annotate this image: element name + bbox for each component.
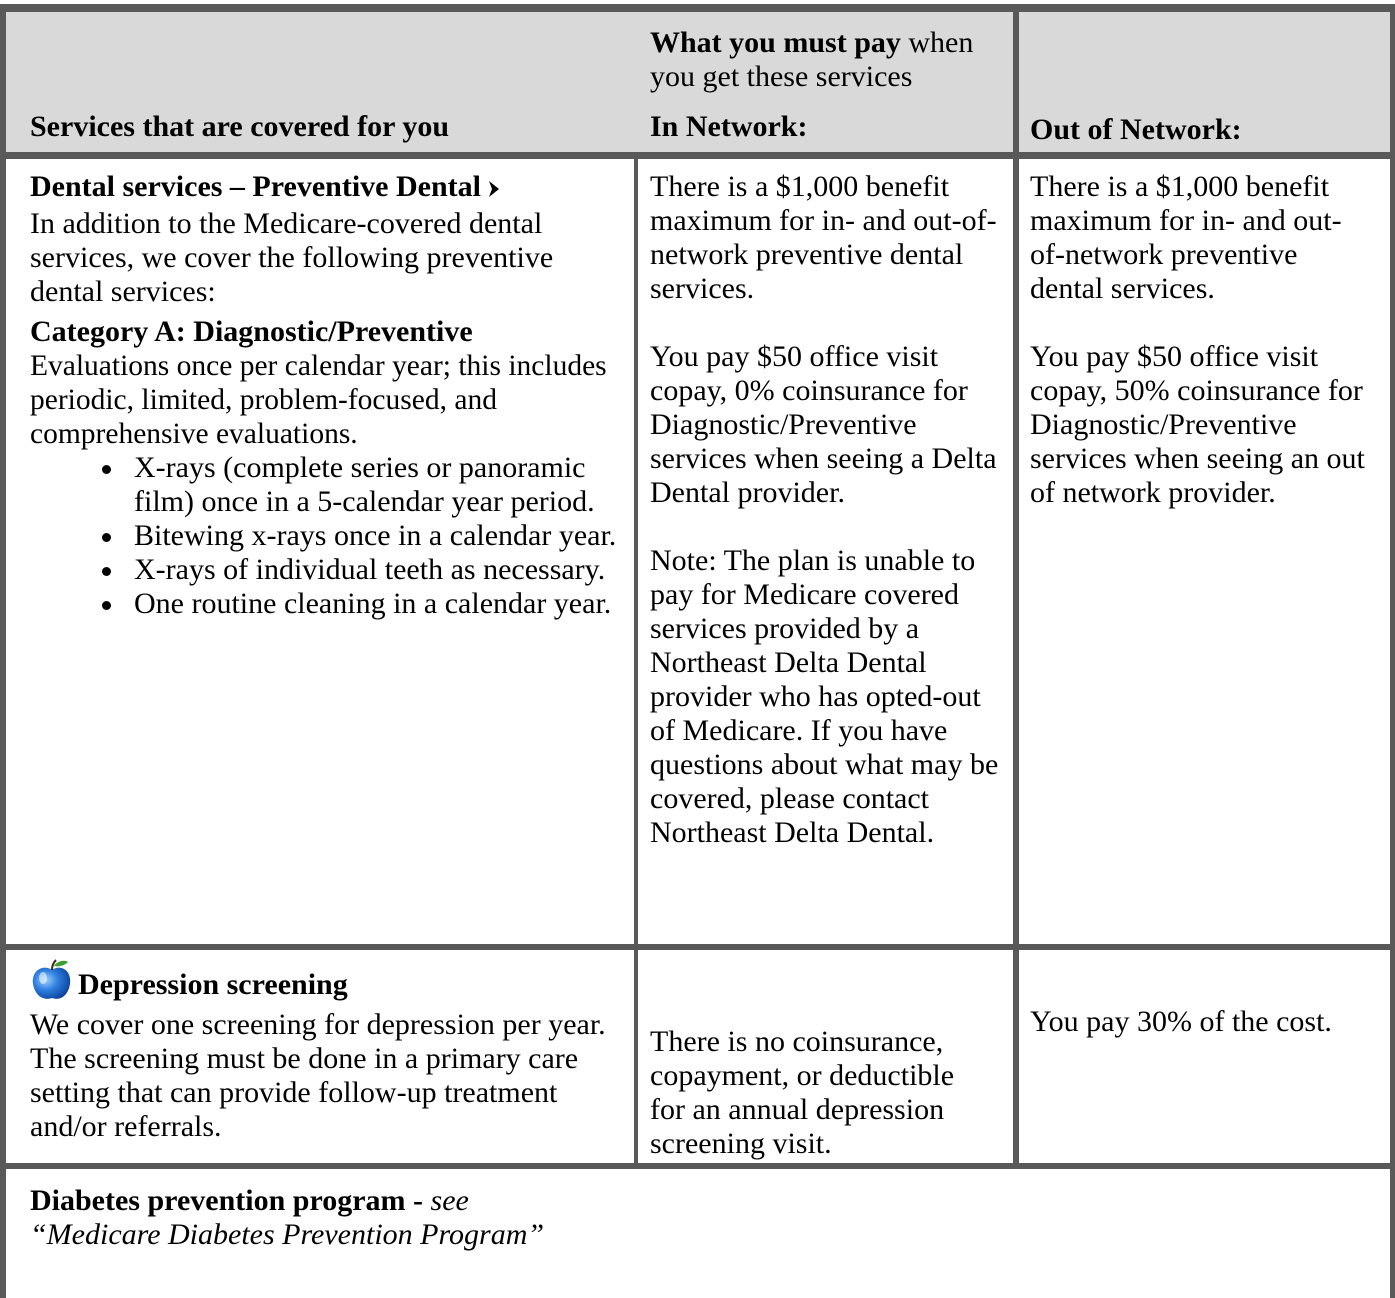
row2-bottom-border	[0, 1163, 1395, 1169]
diabetes-title: Diabetes prevention program -	[30, 1184, 424, 1217]
list-item	[30, 553, 630, 587]
dental-out-network-cell	[1030, 170, 1375, 510]
col3-divider	[1013, 12, 1019, 1163]
dental-title-text: Dental services – Preventive Dental	[30, 170, 481, 203]
diabetes-see-link[interactable]: see “Medicare Diabetes Prevention Program”	[30, 1184, 545, 1251]
bullet-icon	[102, 567, 111, 576]
bullet-icon	[102, 465, 111, 474]
depression-title-text: Depression screening	[78, 968, 348, 1001]
dental-category-title: Category A: Diagnostic/Preventive	[30, 315, 473, 348]
list-item	[30, 451, 630, 519]
header-bottom-border	[0, 152, 1395, 159]
header-what-you-pay-rest: when you get these services	[650, 26, 974, 93]
dental-category-text: Evaluations once per calendar year; this includes periodic, limited, problem-focused, and comprehensive evaluations.	[30, 350, 607, 450]
dental-intro: In addition to the Medicare-covered dental services, we cover the following preventive dental services:	[30, 207, 554, 308]
list-item-text: X-rays (complete series or panoramic film) once in a 5-calendar year period.	[134, 451, 595, 518]
col2-divider	[634, 159, 638, 1163]
dental-out-network-para-1: There is a $1,000 benefit maximum for in- and out-of-network preventive dental services.	[1030, 170, 1342, 305]
header-what-you-pay	[650, 26, 1000, 94]
bullet-icon	[102, 533, 111, 542]
dental-in-network-para-1: There is a $1,000 benefit maximum for in- and out-of-network preventive dental services.	[650, 170, 997, 305]
dental-title	[30, 170, 630, 204]
dental-out-network-para-2: You pay $50 office visit copay, 50% coinsurance for Diagnostic/Preventive services when seeing an out of network provider.	[1030, 340, 1365, 509]
depression-title	[30, 958, 630, 1002]
depression-out-network-cell: You pay 30% of the cost.	[1030, 1005, 1332, 1038]
list-item	[30, 587, 630, 621]
dental-in-network-para-2: You pay $50 office visit copay, 0% coinsurance for Diagnostic/Preventive services when seeing a Delta Dental provider.	[650, 340, 997, 509]
dental-bullet-list	[30, 451, 630, 621]
table-top-border	[0, 4, 1395, 12]
header-out-network: Out of Network:	[1030, 113, 1242, 146]
list-item	[30, 519, 630, 553]
table-left-border	[0, 4, 6, 1298]
header-in-network: In Network:	[650, 110, 808, 143]
bullet-icon	[102, 601, 111, 610]
list-item-text: X-rays of individual teeth as necessary.	[134, 553, 606, 586]
dental-in-network-cell	[650, 170, 1002, 850]
dental-services-cell	[30, 170, 630, 621]
list-item-text: One routine cleaning in a calendar year.	[134, 587, 612, 620]
depression-text: We cover one screening for depression per year. The screening must be done in a primary care setting that can provide follow-up treatment and/or referrals.	[30, 1008, 606, 1143]
table-right-border	[1390, 4, 1395, 1298]
dental-in-network-para-3: Note: The plan is unable to pay for Medicare covered services provided by a Northeast Delta Dental provider who has opted-out of Medicare. If you have questions about what may be covered, please contact Northeast Delta Dental.	[650, 544, 999, 849]
row1-bottom-border	[0, 944, 1395, 950]
depression-in-network-cell: There is no coinsurance, copayment, or deductible for an annual depression screening visit.	[650, 1025, 955, 1160]
chevron-right-icon	[487, 180, 501, 198]
diabetes-services-cell	[30, 1184, 550, 1252]
header-services: Services that are covered for you	[30, 110, 450, 143]
depression-services-cell	[30, 958, 630, 1144]
apple-icon	[30, 958, 74, 1002]
list-item-text: Bitewing x-rays once in a calendar year.	[134, 519, 617, 552]
header-what-you-pay-bold: What you must pay	[650, 26, 901, 59]
